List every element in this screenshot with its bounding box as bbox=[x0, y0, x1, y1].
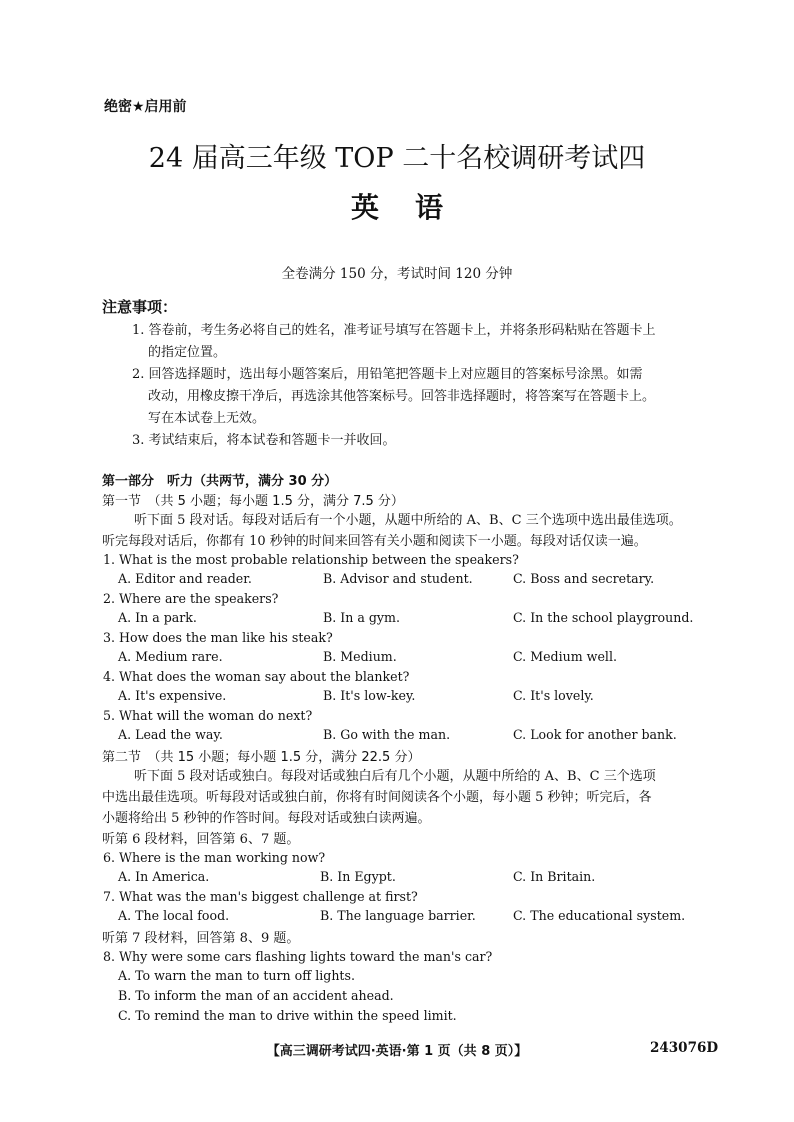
note-line: 1. 答卷前，考生务必将自己的姓名，准考证号填写在答题卡上，并将条形码粘贴在答题卡上 bbox=[132, 323, 656, 338]
section1-instructions: 听完每段对话后，你都有 10 秒钟的时间来回答有关小题和阅读下一小题。每段对话仅读一遍。 bbox=[102, 534, 647, 549]
option-a: A. Medium rare. bbox=[118, 649, 223, 664]
section2-instructions: 中选出最佳选项。听每段对话或独白前，你将有时间阅读各个小题，每小题 5 秒钟；听完后，各 bbox=[102, 790, 652, 805]
option-b: B. Go with the man. bbox=[323, 727, 451, 742]
option-a: A. Lead the way. bbox=[118, 727, 223, 742]
option-b: B. Advisor and student. bbox=[323, 571, 473, 586]
option-c: C. Medium well. bbox=[513, 649, 617, 664]
option-b: B. Medium. bbox=[323, 649, 397, 664]
option-c: C. In the school playground. bbox=[513, 610, 694, 625]
option-b: B. In a gym. bbox=[323, 610, 400, 625]
option-a: A. In America. bbox=[118, 869, 210, 884]
question-5: 5. What will the woman do next? bbox=[103, 708, 313, 723]
option-c: C. It's lovely. bbox=[513, 688, 594, 703]
question-7: 7. What was the man's biggest challenge at first? bbox=[103, 889, 418, 904]
note-line: 改动，用橡皮擦干净后，再选涂其他答案标号。回答非选择题时，将答案写在答题卡上。 bbox=[148, 389, 656, 404]
question-2: 2. Where are the speakers? bbox=[103, 591, 279, 606]
part1-heading: 第一部分 听力（共两节，满分 30 分） bbox=[102, 474, 338, 489]
subject-title: 英语 bbox=[350, 191, 479, 224]
option-b: B. To inform the man of an accident ahead. bbox=[118, 988, 394, 1003]
page-footer: 【高三调研考试四·英语·第 1 页（共 8 页）】 bbox=[266, 1044, 528, 1059]
option-c: C. In Britain. bbox=[513, 869, 596, 884]
section2-heading: 第二节 （共 15 小题；每小题 1.5 分，满分 22.5 分） bbox=[102, 750, 421, 765]
note-line: 的指定位置。 bbox=[148, 345, 227, 360]
question-6: 6. Where is the man working now? bbox=[103, 850, 326, 865]
option-a: A. To warn the man to turn off lights. bbox=[118, 968, 355, 983]
option-a: A. It's expensive. bbox=[118, 688, 227, 703]
section2-instructions: 听下面 5 段对话或独白。每段对话或独白后有几个小题，从题中所给的 A、B、C 三个选项 bbox=[134, 769, 656, 784]
question-4: 4. What does the woman say about the blanket? bbox=[103, 669, 410, 684]
secret-mark: 绝密★启用前 bbox=[104, 99, 187, 115]
exam-meta: 全卷满分 150 分，考试时间 120 分钟 bbox=[281, 266, 513, 282]
note-line: 3. 考试结束后，将本试卷和答题卡一并收回。 bbox=[132, 433, 396, 448]
option-b: B. It's low-key. bbox=[323, 688, 416, 703]
option-a: A. Editor and reader. bbox=[118, 571, 252, 586]
option-b: B. The language barrier. bbox=[320, 908, 476, 923]
paper-code: 243076D bbox=[650, 1040, 719, 1056]
option-a: A. The local food. bbox=[118, 908, 230, 923]
question-1: 1. What is the most probable relationship between the speakers? bbox=[103, 552, 519, 567]
notes-title: 注意事项： bbox=[102, 298, 178, 316]
exam-title: 24 届高三年级 TOP 二十名校调研考试四 bbox=[148, 143, 646, 174]
question-8: 8. Why were some cars flashing lights toward the man's car? bbox=[103, 949, 493, 964]
section1-heading: 第一节 （共 5 小题；每小题 1.5 分，满分 7.5 分） bbox=[102, 494, 404, 509]
question-3: 3. How does the man like his steak? bbox=[103, 630, 333, 645]
option-a: A. In a park. bbox=[118, 610, 197, 625]
option-c: C. Boss and secretary. bbox=[513, 571, 655, 586]
section2-instructions: 小题将给出 5 秒钟的作答时间。每段对话或独白读两遍。 bbox=[102, 811, 431, 826]
option-b: B. In Egypt. bbox=[320, 869, 396, 884]
material-6-label: 听第 6 段材料，回答第 6、7 题。 bbox=[102, 832, 300, 847]
note-line: 写在本试卷上无效。 bbox=[148, 411, 266, 426]
section1-instructions: 听下面 5 段对话。每段对话后有一个小题，从题中所给的 A、B、C 三个选项中选出最佳选项。 bbox=[134, 513, 682, 528]
note-line: 2. 回答选择题时，选出每小题答案后，用铅笔把答题卡上对应题目的答案标号涂黑。如需 bbox=[132, 367, 643, 382]
option-c: C. Look for another bank. bbox=[513, 727, 677, 742]
option-c: C. To remind the man to drive within the speed limit. bbox=[118, 1008, 457, 1023]
material-7-label: 听第 7 段材料，回答第 8、9 题。 bbox=[102, 931, 300, 946]
option-c: C. The educational system. bbox=[513, 908, 686, 923]
